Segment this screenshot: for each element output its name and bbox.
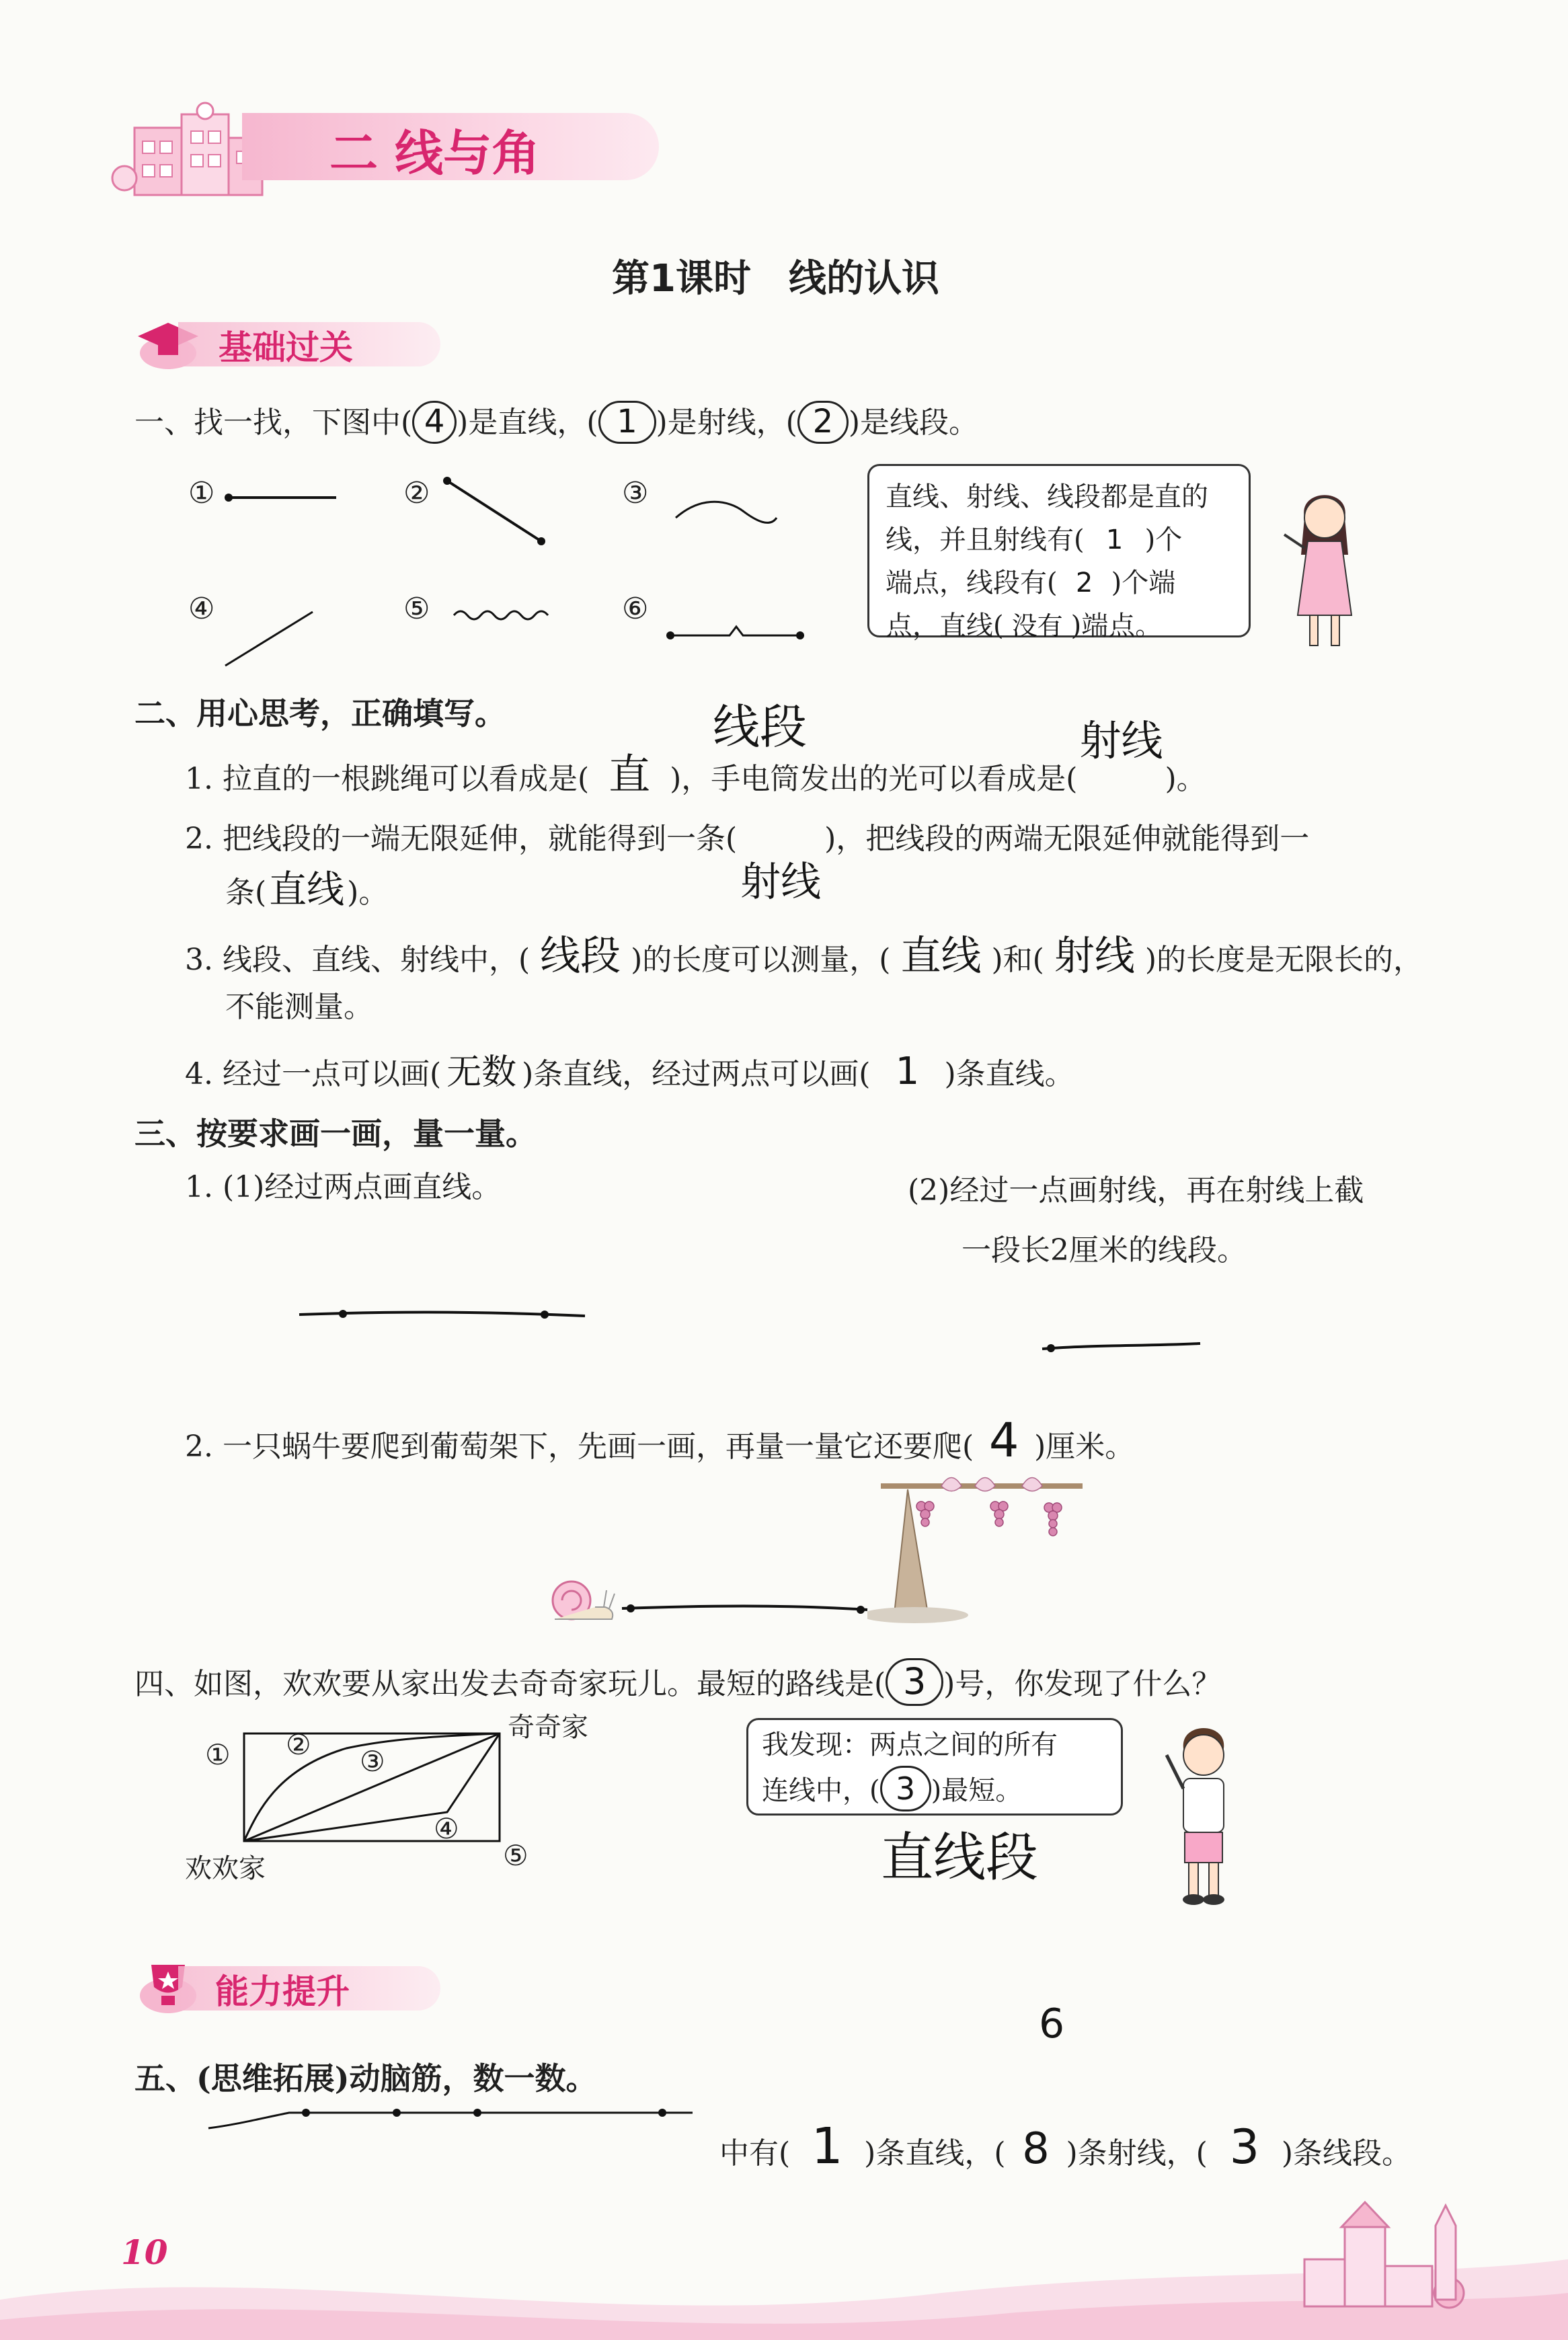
- q2-item1-c: )。: [1165, 762, 1206, 796]
- q1-answer-c[interactable]: 2: [797, 401, 849, 444]
- q5-answer-rays[interactable]: 8: [1022, 2124, 1050, 2174]
- q3-drawn-ray[interactable]: [1039, 1338, 1207, 1358]
- q2-item3-d: )的长度是无限长的，: [1144, 943, 1423, 977]
- q1-bubble-line3-a: 端点，线段有(: [886, 568, 1058, 598]
- q1-bubble-line4: [886, 604, 1232, 648]
- q3-item2: [185, 1412, 1134, 1469]
- q2-item4-answer2[interactable]: 1: [895, 1050, 920, 1093]
- section-advance-title: 能力提升: [215, 1972, 350, 2011]
- figure-2-segment: [437, 471, 551, 551]
- q1-bubble-line4-b: )端点。: [1070, 611, 1163, 641]
- q1-bubble-line3-b: )个端: [1111, 568, 1176, 598]
- q4-route-diagram: [239, 1728, 508, 1849]
- q4-route-label-2: ②: [286, 1728, 311, 1761]
- figure-6-bent-segment: [662, 605, 810, 646]
- girl-teacher-illustration: [1278, 481, 1372, 656]
- q1-bubble-answer-1[interactable]: 1: [1105, 524, 1124, 555]
- q2-item3-cont: 不能测量。: [225, 990, 373, 1024]
- q3-item1-right-b: 一段长2厘米的线段。: [962, 1233, 1247, 1268]
- section-basic-tag: [131, 313, 447, 373]
- figure-1-ray: [222, 484, 343, 511]
- q2-item1-answer1[interactable]: 直: [609, 750, 651, 799]
- section-advance-tag: [131, 1957, 447, 2017]
- q1-answer-b[interactable]: 1: [598, 401, 656, 444]
- lesson-title: 第1课时 线的认识: [612, 257, 939, 301]
- q4-route-label-5: ⑤: [503, 1839, 528, 1872]
- q2-item3-answer3[interactable]: 射线: [1054, 933, 1135, 980]
- q1-text-c: )是射线，(: [656, 405, 797, 440]
- q2-item2-b: )，把线段的两端无限延伸就能得到一: [824, 822, 1310, 856]
- q1-bubble-line1: 直线、射线、线段都是直的: [886, 481, 1208, 512]
- q2-item1-a: 1. 拉直的一根跳绳可以看成是(: [185, 762, 590, 796]
- q2-item2-a: 2. 把线段的一端无限延伸，就能得到一条(: [185, 822, 738, 856]
- q5-answer-lines[interactable]: 1: [811, 2117, 843, 2175]
- q1-bubble-answer-3[interactable]: 没有: [1011, 611, 1063, 641]
- figure-4-line: [219, 605, 319, 672]
- q3-item1-right-a: (2)经过一点画射线，再在射线上截: [908, 1173, 1364, 1208]
- chapter-banner: [108, 101, 659, 188]
- q5-question: [719, 2117, 1411, 2177]
- q4-hand-note: 直线段: [881, 1828, 1039, 1888]
- figure-5-wavy-line: [450, 602, 551, 629]
- q4-bubble-line2: [762, 1766, 1107, 1811]
- q4-qiqi-home: 奇奇家: [508, 1712, 588, 1743]
- q4-huanhuan-home: 欢欢家: [185, 1853, 266, 1884]
- q1-question: [134, 401, 978, 444]
- q5-rays-note: 6: [1039, 2000, 1065, 2048]
- q1-bubble-line4-a: 点，直线(: [886, 611, 1004, 641]
- q1-label-5: ⑤: [403, 592, 430, 626]
- q4-bubble-answer[interactable]: 3: [880, 1766, 931, 1811]
- q1-text-a: 一、找一找，下图中(: [134, 405, 413, 440]
- q4-text-a: 四、如图，欢欢要从家出发去奇奇家玩儿。最短的路线是(: [134, 1667, 886, 1701]
- q1-bubble-line3: [886, 561, 1232, 604]
- q2-item1-answer2[interactable]: 射线: [1079, 716, 1163, 765]
- q2-item2-answer1[interactable]: 射线: [740, 859, 822, 906]
- q3-item2-a: 2. 一只蜗牛要爬到葡萄架下，先画一画，再量一量它还要爬(: [185, 1430, 974, 1464]
- q1-label-4: ④: [188, 592, 215, 626]
- q3-drawn-line[interactable]: [296, 1301, 592, 1328]
- q2-item4-c: )条直线。: [944, 1057, 1074, 1091]
- q4-text-b: )号，你发现了什么？: [943, 1667, 1222, 1701]
- q2-item4-a: 4. 经过一点可以画(: [185, 1057, 442, 1091]
- q3-item2-answer[interactable]: 4: [988, 1413, 1019, 1468]
- q2-item1-b: )，手电筒发出的光可以看成是(: [670, 762, 1078, 796]
- snail-icon: [545, 1573, 619, 1624]
- q1-label-2: ②: [403, 476, 430, 510]
- q1-text-d: )是线段。: [848, 405, 979, 440]
- castle-icon: [1278, 2199, 1479, 2320]
- chapter-title: 二 线与角: [329, 125, 541, 182]
- q2-item4-b: )条直线，经过两点可以画(: [522, 1057, 871, 1091]
- q5-text-d: )条线段。: [1281, 2136, 1412, 2171]
- q1-label-3: ③: [622, 476, 649, 510]
- q5-figure: [202, 2098, 699, 2138]
- q4-bubble-line2-b: )最短。: [931, 1775, 1023, 1806]
- q3-title: 三、按要求画一画，量一量。: [134, 1116, 537, 1152]
- q1-text-b: )是直线，(: [457, 405, 598, 440]
- boy-illustration: [1157, 1715, 1251, 1910]
- q5-text-c: )条射线，(: [1066, 2136, 1208, 2171]
- q4-bubble-line2-a: 连线中，(: [762, 1775, 880, 1806]
- q2-item3-c: )和(: [991, 943, 1044, 977]
- q4-route-label-1: ①: [205, 1738, 231, 1771]
- q2-item3-a: 3. 线段、直线、射线中，(: [185, 943, 531, 977]
- q2-item1-note: 线段: [713, 699, 807, 754]
- q2-item2-d: )。: [347, 875, 389, 910]
- q1-hint-bubble: [867, 464, 1251, 641]
- q1-bubble-line2: [886, 518, 1232, 561]
- q2-item2-c: 条(: [225, 875, 267, 910]
- q1-bubble-line2-b: )个: [1144, 524, 1183, 555]
- snail-path-line[interactable]: [619, 1594, 874, 1621]
- q2-item3: [185, 932, 1423, 980]
- q2-item2-cont: [225, 867, 388, 912]
- q2-item3-answer1[interactable]: 线段: [540, 933, 621, 980]
- q4-hint-bubble: [746, 1718, 1123, 1816]
- q2-item4: [185, 1049, 1074, 1094]
- q1-bubble-line2-a: 线，并且射线有(: [886, 524, 1085, 555]
- q2-item4-answer1[interactable]: 无数: [446, 1052, 517, 1093]
- page-number: 10: [121, 2232, 168, 2272]
- q1-bubble-answer-2[interactable]: 2: [1075, 568, 1093, 598]
- q5-answer-segments[interactable]: 3: [1229, 2119, 1260, 2175]
- q4-route-label-4: ④: [434, 1812, 459, 1845]
- q3-item1-left: 1. (1)经过两点画直线。: [185, 1170, 502, 1204]
- q4-bubble-line1: 我发现：两点之间的所有: [762, 1729, 1058, 1760]
- q4-route-label-3: ③: [360, 1745, 385, 1778]
- q5-text-b: )条直线，(: [864, 2136, 1006, 2171]
- q4-question: [134, 1658, 1221, 1706]
- grape-arbor-illustration: [867, 1466, 1096, 1627]
- q2-item2-answer2[interactable]: 直线: [269, 868, 345, 912]
- q2-item3-answer2[interactable]: 直线: [900, 933, 982, 980]
- q5-title: 五、(思维拓展)动脑筋，数一数。: [134, 2060, 597, 2097]
- q1-label-1: ①: [188, 476, 215, 510]
- q1-answer-a[interactable]: 4: [412, 401, 457, 444]
- q2-title: 二、用心思考，正确填写。: [134, 695, 506, 732]
- q5-text-a: 中有(: [719, 2136, 791, 2171]
- q3-item2-b: )厘米。: [1034, 1430, 1135, 1464]
- q2-item3-b: )的长度可以测量，(: [631, 943, 891, 977]
- q1-label-6: ⑥: [622, 592, 649, 626]
- q4-answer[interactable]: 3: [886, 1658, 943, 1706]
- section-basic-title: 基础过关: [219, 328, 353, 367]
- figure-3-curve: [669, 494, 783, 535]
